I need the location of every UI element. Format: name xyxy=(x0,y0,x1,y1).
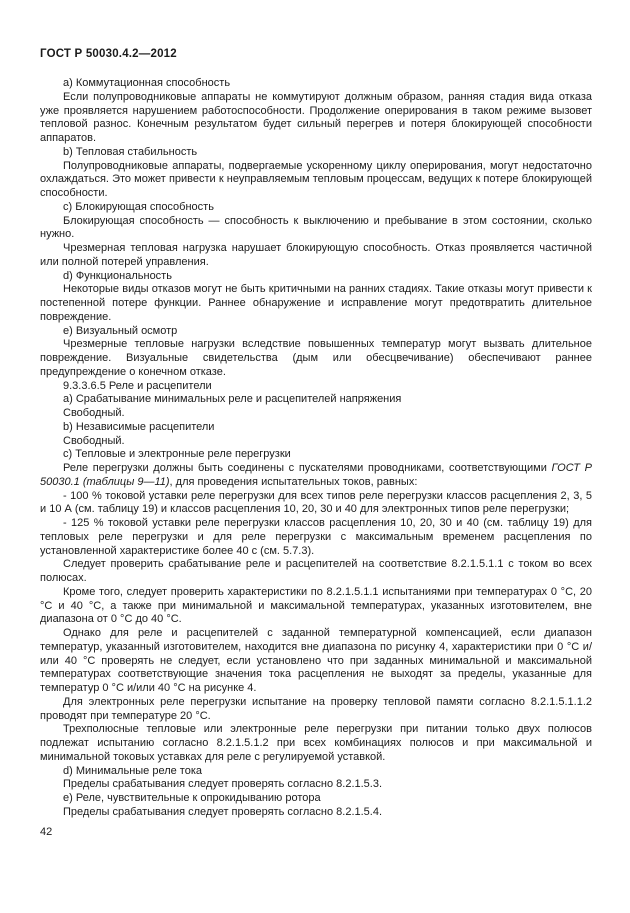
paragraph-text: d) Функциональность xyxy=(63,269,172,282)
paragraph xyxy=(40,490,592,518)
paragraph-text: Реле перегрузки должны быть соединены с пускателями проводниками, соответствующими xyxy=(63,462,552,474)
paragraph xyxy=(40,806,592,820)
paragraph-text: Следует проверить срабатывание реле и расцепителей на соответствие 8.2.1.5.1.1 с током во всех полюсах. xyxy=(40,558,592,584)
paragraph-text: , для проведения испытательных токов, равных: xyxy=(169,475,418,488)
paragraph xyxy=(40,435,592,449)
paragraph xyxy=(40,462,592,490)
paragraph xyxy=(40,517,592,558)
paragraph xyxy=(40,325,592,339)
paragraph xyxy=(40,91,592,146)
page-number: 42 xyxy=(40,826,53,838)
paragraph xyxy=(40,242,592,270)
paragraph-text: Свободный. xyxy=(63,434,125,447)
paragraph xyxy=(40,407,592,421)
paragraph-text: Однако для реле и расцепителей с заданной температурной компенсацией, если диапазон температур, указанный изготовителем, находится вне диапазона по рисунку 4, характеристики при 0 °С и/или 40 °С проверять не следует, если установлено что при заданных минимальной и максимальной температурах соответствующие значения тока расцепления не выходят за пределы, указанные для температур 0 °С и/или 40 °С на рисунке 4. xyxy=(40,627,592,694)
paragraph-text: c) Тепловые и электронные реле перегрузки xyxy=(63,448,291,461)
paragraph-text: d) Минимальные реле тока xyxy=(63,764,203,777)
paragraph-text: Для электронных реле перегрузки испытание на проверку тепловой памяти согласно 8.2.1.5.1.1.2 проводят при температуре 20 °С. xyxy=(40,695,592,722)
paragraph xyxy=(40,558,592,586)
paragraph-text: Чрезмерные тепловые нагрузки вследствие повышенных температур могут вызвать длительное повреждение. Визуальные свидетельства (дым или обесцвечивание) обеспечивают раннее предупреждение о конечном отказе. xyxy=(40,338,592,378)
paragraph xyxy=(40,765,592,779)
paragraph xyxy=(40,393,592,407)
paragraph-text: Свободный. xyxy=(63,407,125,419)
paragraph xyxy=(40,421,592,435)
paragraph xyxy=(40,215,592,243)
paragraph xyxy=(40,77,592,91)
paragraph xyxy=(40,627,592,696)
paragraph xyxy=(40,723,592,764)
paragraph-text: 9.3.3.6.5 Реле и расцепители xyxy=(63,379,212,392)
paragraph-text: Пределы срабатывания следует проверять согласно 8.2.1.5.4. xyxy=(63,805,383,818)
paragraph xyxy=(40,380,592,394)
paragraph xyxy=(40,338,592,379)
paragraph xyxy=(40,696,592,724)
paragraph-text: - 125 % токовой уставки реле перегрузки классов расцепления 10, 20, 30 и 40 (см. таблицу 19) для тепловых реле перегрузки и для реле перегрузки с максимальным временем расцепления по установленной характеристике более 40 с (см. 5.7.3). xyxy=(40,517,592,557)
paragraph-text: Если полупроводниковые аппараты не коммутируют должным образом, ранняя стадия вида отказа уже проявляется нарушением работоспособности. Продолжение оперирования в таком режиме вызовет тепловой разнос. Конечным результатом будет сильный перегрев и потеря блокирующей способности аппаратов. xyxy=(40,90,592,144)
paragraph-text: b) Независимые расцепители xyxy=(63,420,215,433)
paragraph-text: Некоторые виды отказов могут не быть критичными на ранних стадиях. Такие отказы могут привести к постепенной потере функции. Раннее обнаружение и исправление могут предотвратить длительное повреждение. xyxy=(40,283,592,323)
document-body xyxy=(40,77,592,820)
paragraph xyxy=(40,160,592,201)
paragraph-text: Трехполюсные тепловые или электронные реле перегрузки при питании только двух полюсов подлежат испытанию согласно 8.2.1.5.1.2 при всех комбинациях полюсов и при максимальной и минимальной токовых уставках для реле с регулируемой уставкой. xyxy=(40,723,592,763)
paragraph-text: e) Реле, чувствительные к опрокидыванию ротора xyxy=(63,792,321,804)
paragraph xyxy=(40,448,592,462)
paragraph xyxy=(40,778,592,792)
paragraph xyxy=(40,586,592,627)
paragraph-text: - 100 % токовой уставки реле перегрузки для всех типов реле перегрузки классов расцепления 2, 3, 5 и 10 А (см. таблицу 19) и классов расцепления 10, 20, 30 и 40 для электронных типов реле перегрузки; xyxy=(40,489,592,516)
document-header: ГОСТ Р 50030.4.2—2012 xyxy=(40,48,177,60)
paragraph-text: Блокирующая способность — способность к выключению и пребывание в этом состоянии, сколько нужно. xyxy=(40,214,592,241)
paragraph-text: a) Коммутационная способность xyxy=(63,77,231,89)
paragraph xyxy=(40,146,592,160)
paragraph-text: Кроме того, следует проверить характеристики по 8.2.1.5.1.1 испытаниями при температурах 0 °С, 20 °С и 40 °С, а также при минимальной и максимальной температурах, указанных изготовителем, вне диапазона от 0 °С до 40 °С. xyxy=(40,585,592,626)
paragraph xyxy=(40,792,592,806)
paragraph-text: c) Блокирующая способность xyxy=(63,200,214,213)
paragraph-text: Полупроводниковые аппараты, подвергаемые ускоренному циклу оперирования, могут недостаточно охлаждаться. Это может привести к неуправляемым тепловым процессам, ведущих к потере блокирующей способности. xyxy=(40,159,592,199)
paragraph-text: Чрезмерная тепловая нагрузка нарушает блокирующую способность. Отказ проявляется частичной или полной потерей управления. xyxy=(40,242,592,268)
paragraph-text: a) Срабатывание минимальных реле и расцепителей напряжения xyxy=(63,393,402,406)
paragraph-text: b) Тепловая стабильность xyxy=(63,145,198,158)
paragraph xyxy=(40,270,592,284)
paragraph xyxy=(40,201,592,215)
paragraph-text: e) Визуальный осмотр xyxy=(63,324,178,337)
paragraph xyxy=(40,283,592,324)
standard-reference-text: ГОСТ Р 50030.1 (таблицы 9—11) xyxy=(40,462,592,488)
paragraph-text: Пределы срабатывания следует проверять согласно 8.2.1.5.3. xyxy=(63,778,383,791)
